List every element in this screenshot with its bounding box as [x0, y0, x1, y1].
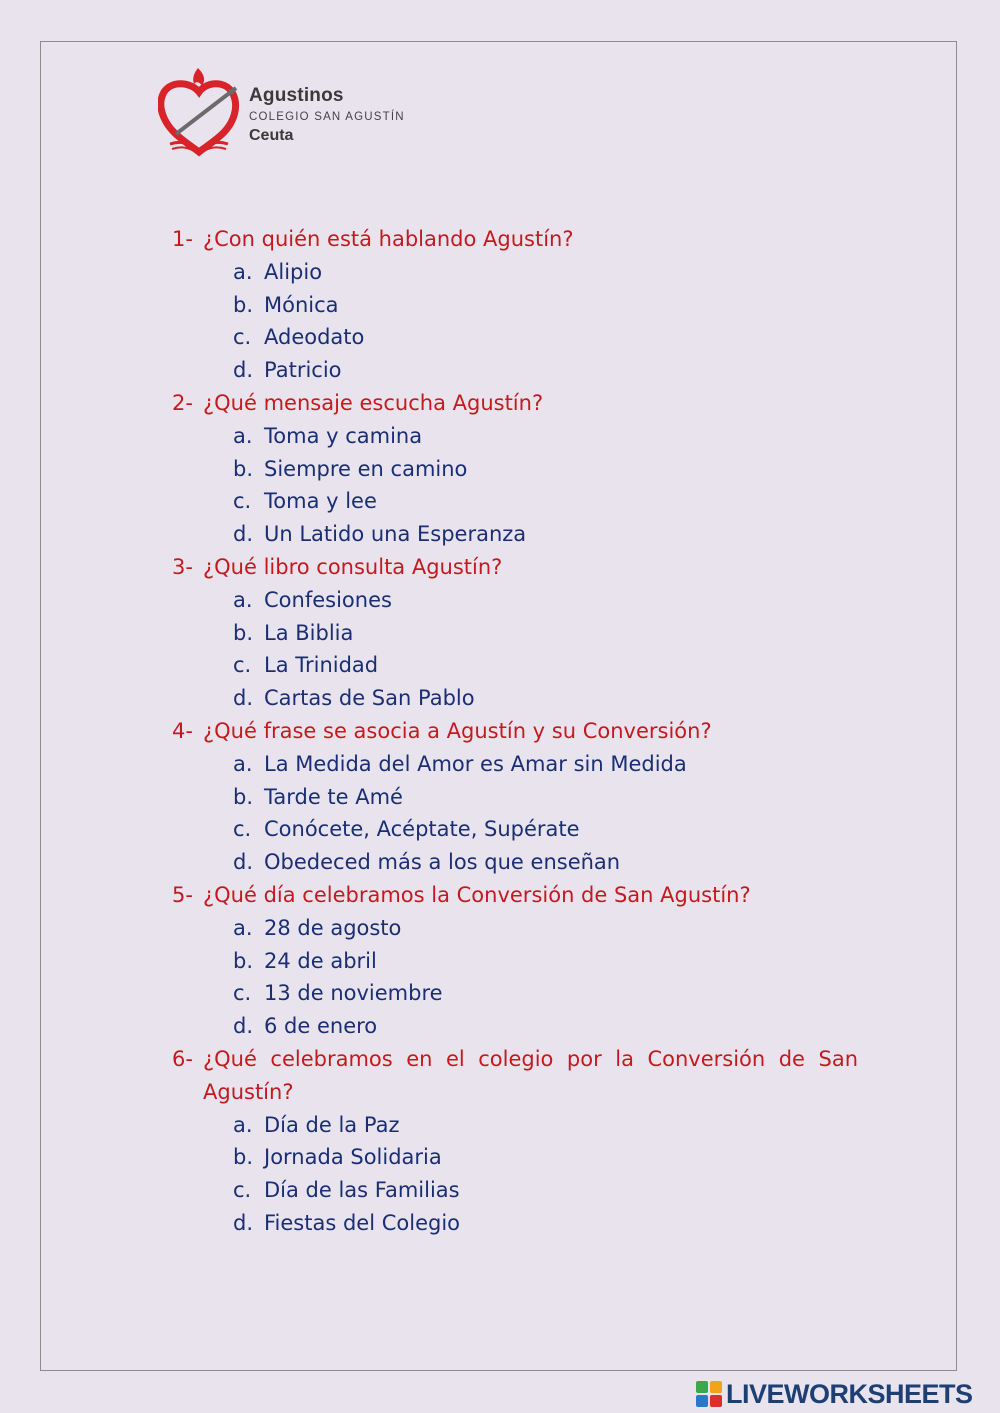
- option-text: Mónica: [264, 292, 339, 317]
- option-letter: d.: [233, 850, 254, 875]
- question-text: ¿Qué libro consulta Agustín?: [203, 554, 503, 579]
- question-text: ¿Qué frase se asocia a Agustín y su Conversión?: [203, 718, 712, 743]
- option-text: 24 de abril: [264, 948, 377, 973]
- q1-option-b[interactable]: [172, 289, 858, 322]
- brand-text: LIVEWORKSHEETS: [726, 1378, 973, 1409]
- q1-option-d[interactable]: [172, 354, 858, 387]
- question-3: [172, 551, 858, 584]
- question-number: 2-: [172, 390, 193, 415]
- option-text: 6 de enero: [264, 1014, 378, 1039]
- q4-option-c[interactable]: [172, 813, 858, 846]
- option-letter: c.: [233, 1178, 252, 1203]
- option-letter: b.: [233, 456, 254, 481]
- option-letter: a.: [233, 1112, 253, 1137]
- option-letter: c.: [233, 817, 252, 842]
- question-1: [172, 223, 858, 256]
- q6-option-c[interactable]: [172, 1174, 858, 1207]
- question-text: ¿Qué mensaje escucha Agustín?: [203, 390, 544, 415]
- option-text: Siempre en camino: [264, 456, 468, 481]
- question-number: 4-: [172, 718, 193, 743]
- question-text: ¿Qué celebramos en el colegio por la Conversión de San Agustín?: [203, 1046, 858, 1104]
- liveworksheets-brand[interactable]: [696, 1378, 973, 1410]
- quiz: [172, 223, 858, 1240]
- q4-option-a[interactable]: [172, 748, 858, 781]
- option-text: Fiestas del Colegio: [264, 1210, 461, 1235]
- option-letter: c.: [233, 653, 252, 678]
- option-text: Tarde te Amé: [264, 784, 403, 809]
- logo-text: [249, 84, 405, 146]
- q2-option-c[interactable]: [172, 485, 858, 518]
- option-letter: b.: [233, 1145, 254, 1170]
- option-text: Adeodato: [264, 325, 365, 350]
- option-letter: c.: [233, 325, 252, 350]
- option-text: Confesiones: [264, 587, 392, 612]
- question-5: [172, 879, 858, 912]
- q2-option-d[interactable]: [172, 518, 858, 551]
- q3-option-d[interactable]: [172, 682, 858, 715]
- q5-option-c[interactable]: [172, 977, 858, 1010]
- q2-option-b[interactable]: [172, 453, 858, 486]
- option-letter: a.: [233, 751, 253, 776]
- q6-option-b[interactable]: [172, 1141, 858, 1174]
- option-letter: d.: [233, 1014, 254, 1039]
- q5-option-a[interactable]: [172, 912, 858, 945]
- option-letter: d.: [233, 1210, 254, 1235]
- logo-name: Agustinos: [249, 85, 344, 106]
- q2-option-a[interactable]: [172, 420, 858, 453]
- option-letter: d.: [233, 686, 254, 711]
- question-number: 3-: [172, 554, 193, 579]
- option-letter: d.: [233, 522, 254, 547]
- option-text: La Biblia: [264, 620, 354, 645]
- school-logo: [158, 64, 438, 159]
- option-text: Toma y lee: [264, 489, 377, 514]
- q4-option-d[interactable]: [172, 846, 858, 879]
- question-number: 6-: [172, 1046, 193, 1071]
- option-text: Alipio: [264, 259, 323, 284]
- q3-option-b[interactable]: [172, 617, 858, 650]
- heart-logo-icon: [158, 64, 248, 159]
- question-6: [172, 1043, 858, 1109]
- option-text: 28 de agosto: [264, 915, 402, 940]
- option-text: Patricio: [264, 358, 342, 383]
- q1-option-c[interactable]: [172, 321, 858, 354]
- option-text: La Medida del Amor es Amar sin Medida: [264, 751, 687, 776]
- option-text: Conócete, Acéptate, Supérate: [264, 817, 580, 842]
- q4-option-b[interactable]: [172, 781, 858, 814]
- question-4: [172, 715, 858, 748]
- q5-option-d[interactable]: [172, 1010, 858, 1043]
- option-text: La Trinidad: [264, 653, 379, 678]
- question-number: 1-: [172, 227, 193, 251]
- logo-city: Ceuta: [249, 127, 294, 144]
- option-text: Toma y camina: [264, 423, 423, 448]
- q1-option-a[interactable]: [172, 256, 858, 289]
- option-text: Día de las Familias: [264, 1178, 460, 1203]
- question-2: [172, 387, 858, 420]
- question-number: 5-: [172, 882, 193, 907]
- question-text: ¿Con quién está hablando Agustín?: [203, 227, 574, 251]
- question-text: ¿Qué día celebramos la Conversión de San Agustín?: [203, 882, 751, 907]
- option-letter: b.: [233, 948, 254, 973]
- q3-option-c[interactable]: [172, 649, 858, 682]
- option-text: Un Latido una Esperanza: [264, 522, 527, 547]
- q5-option-b[interactable]: [172, 945, 858, 978]
- option-letter: a.: [233, 259, 253, 284]
- option-letter: a.: [233, 423, 253, 448]
- option-letter: d.: [233, 358, 254, 383]
- option-letter: b.: [233, 620, 254, 645]
- option-letter: a.: [233, 915, 253, 940]
- option-letter: b.: [233, 784, 254, 809]
- option-letter: c.: [233, 489, 252, 514]
- q6-option-a[interactable]: [172, 1109, 858, 1142]
- option-text: 13 de noviembre: [264, 981, 443, 1006]
- q6-option-d[interactable]: [172, 1207, 858, 1240]
- option-text: Cartas de San Pablo: [264, 686, 475, 711]
- option-text: Día de la Paz: [264, 1112, 400, 1137]
- option-letter: a.: [233, 587, 253, 612]
- q3-option-a[interactable]: [172, 584, 858, 617]
- liveworksheets-logo-icon: [696, 1381, 722, 1407]
- option-letter: b.: [233, 292, 254, 317]
- option-letter: c.: [233, 981, 252, 1006]
- option-text: Jornada Solidaria: [264, 1145, 442, 1170]
- logo-school: COLEGIO SAN AGUSTÍN: [249, 111, 405, 123]
- option-text: Obedeced más a los que enseñan: [264, 850, 621, 875]
